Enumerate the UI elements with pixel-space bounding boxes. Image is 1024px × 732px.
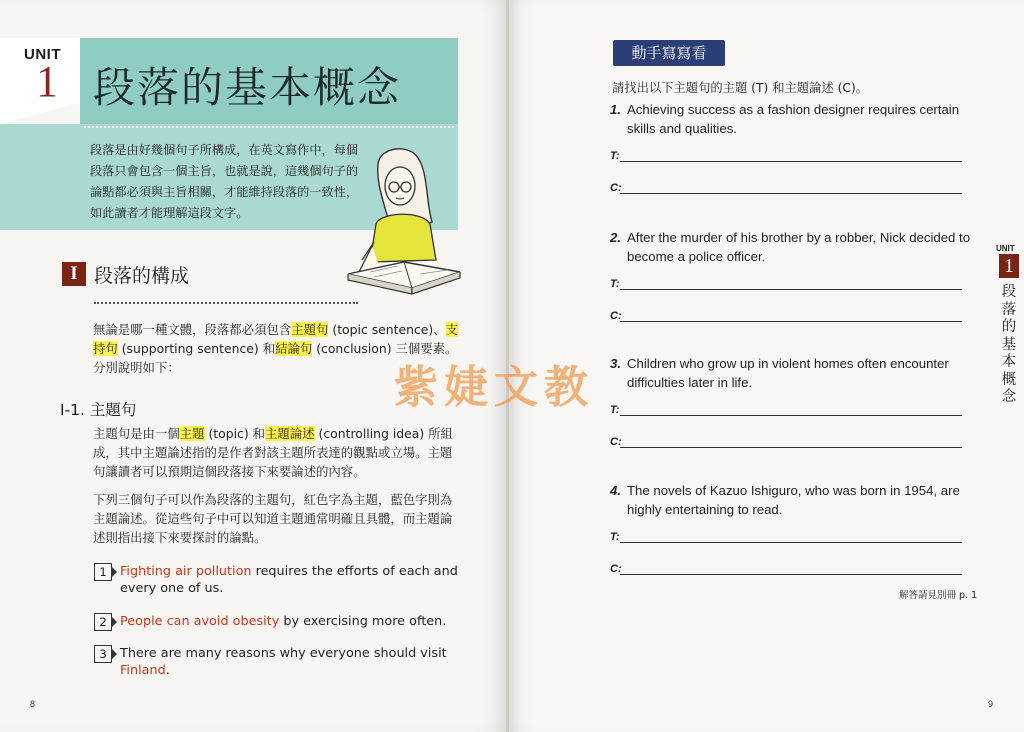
- activity-badge: 動手寫寫看: [613, 40, 725, 66]
- paragraph-examples-intro: 下列三個句子可以作為段落的主題句，紅色字為主題，藍色字則為主題論述。從這些句子中可以知道主題通常明確且具體，而主題論述則指出接下來要探討的論點。: [93, 492, 453, 545]
- answer-line: [620, 193, 962, 194]
- example-topic: People can avoid obesity: [120, 614, 280, 629]
- question-text: The novels of Kazuo Ishiguro, who was born in 1954, are highly entertaining to read.: [627, 483, 960, 517]
- answer-line: [620, 289, 962, 290]
- side-unit-label: UNIT: [996, 244, 1015, 253]
- text: 主題句是由一個: [93, 426, 180, 441]
- answer-label: C:: [610, 310, 622, 322]
- answer-c-1[interactable]: [610, 182, 962, 196]
- answer-line: [620, 161, 962, 162]
- divider: [84, 126, 454, 128]
- text: (conclusion) 三個要素。分別說明如下：: [93, 341, 458, 375]
- answer-line: [620, 447, 962, 448]
- page-title: 段落的基本概念: [93, 63, 402, 112]
- example-topic: Fighting air pollution: [120, 564, 252, 579]
- example-text: [120, 613, 460, 630]
- watermark: 紫婕文教: [394, 362, 594, 413]
- divider: [94, 302, 358, 304]
- question-text: Children who grow up in violent homes often encounter difficulties later in life.: [627, 356, 949, 390]
- example-post: .: [165, 663, 170, 678]
- answer-t-1[interactable]: [610, 150, 962, 164]
- text: (topic) 和: [204, 426, 266, 441]
- answer-t-2[interactable]: [610, 278, 962, 292]
- answer-line: [620, 574, 962, 575]
- example-rest: requires the efforts of each and every one of us.: [120, 564, 458, 596]
- example-item: [94, 563, 459, 599]
- answer-label: T:: [610, 278, 620, 290]
- intro-text: 段落是由好幾個句子所構成，在英文寫作中，每個段落只會包含一個主旨，也就是說，這幾個句子的論點都必須與主旨相關，才能維持段落的一致性，如此讀者才能理解這段文字。: [90, 143, 359, 220]
- highlight-topic-sentence: 主題句: [291, 322, 329, 337]
- highlight-topic: 主題: [179, 426, 205, 441]
- example-number: 1: [94, 563, 112, 581]
- answer-c-2[interactable]: [610, 310, 962, 324]
- page-number-right: 9: [988, 699, 994, 709]
- answer-label: T:: [610, 531, 620, 543]
- example-item: [94, 613, 459, 633]
- unit-number: 1: [36, 57, 58, 106]
- answer-label: T:: [610, 404, 620, 416]
- answer-c-4[interactable]: [610, 563, 962, 577]
- subsection-title: I-1. 主題句: [60, 401, 137, 419]
- answer-label: T:: [610, 150, 620, 162]
- question-number: 2.: [610, 230, 621, 245]
- example-item: [94, 645, 459, 678]
- answer-c-3[interactable]: [610, 436, 962, 450]
- side-title: 段落的基本概念: [1001, 284, 1017, 405]
- highlight-conclusion: 結論句: [275, 341, 313, 356]
- text: 無論是哪一種文體，段落都必須包含: [93, 322, 292, 337]
- question-number: 1.: [610, 102, 621, 117]
- paragraph-topic-sentence: [93, 424, 463, 481]
- example-topic: Finland: [120, 663, 166, 678]
- unit-label: UNIT: [24, 46, 61, 63]
- section-badge: I: [62, 262, 86, 286]
- side-unit-number: 1: [999, 254, 1019, 278]
- answer-line: [620, 321, 962, 322]
- text: (topic sentence)、: [328, 322, 446, 337]
- answer-label: C:: [610, 436, 622, 448]
- highlight-supporting-sentence: 支持句: [93, 322, 459, 356]
- example-text: [120, 563, 460, 597]
- answer-line: [620, 415, 962, 416]
- text: (supporting sentence) 和: [117, 341, 276, 356]
- section-title: 段落的構成: [94, 265, 190, 287]
- answer-label: C:: [610, 563, 622, 575]
- example-number: 2: [94, 613, 112, 631]
- question-number: 3.: [610, 356, 621, 371]
- example-pre: There are many reasons why everyone should visit: [120, 646, 447, 661]
- answer-note: 解答請見別冊 p. 1: [899, 590, 978, 601]
- example-number: 3: [94, 645, 112, 663]
- highlight-controlling-idea: 主題論述: [265, 426, 315, 441]
- instruction: 請找出以下主題句的主題 (T) 和主題論述 (C)。: [612, 81, 869, 95]
- answer-t-4[interactable]: [610, 531, 962, 545]
- question-text: After the murder of his brother by a robber, Nick decided to become a police officer.: [627, 230, 971, 264]
- girl-reading-illustration: [340, 142, 470, 312]
- question-text: Achieving success as a fashion designer requires certain skills and qualities.: [627, 102, 960, 136]
- answer-t-3[interactable]: [610, 404, 962, 418]
- question-number: 4.: [610, 483, 621, 498]
- answer-line: [620, 542, 962, 543]
- example-text: [120, 645, 460, 679]
- example-rest: by exercising more often.: [279, 614, 447, 629]
- answer-label: C:: [610, 182, 622, 194]
- page-number-left: 8: [30, 699, 36, 709]
- text: (controlling idea) 所組成，其中主題論述指的是作者對該主題所表達的觀點或立場。主題句讓讀者可以預期這個段落接下來要論述的內容。: [93, 426, 453, 479]
